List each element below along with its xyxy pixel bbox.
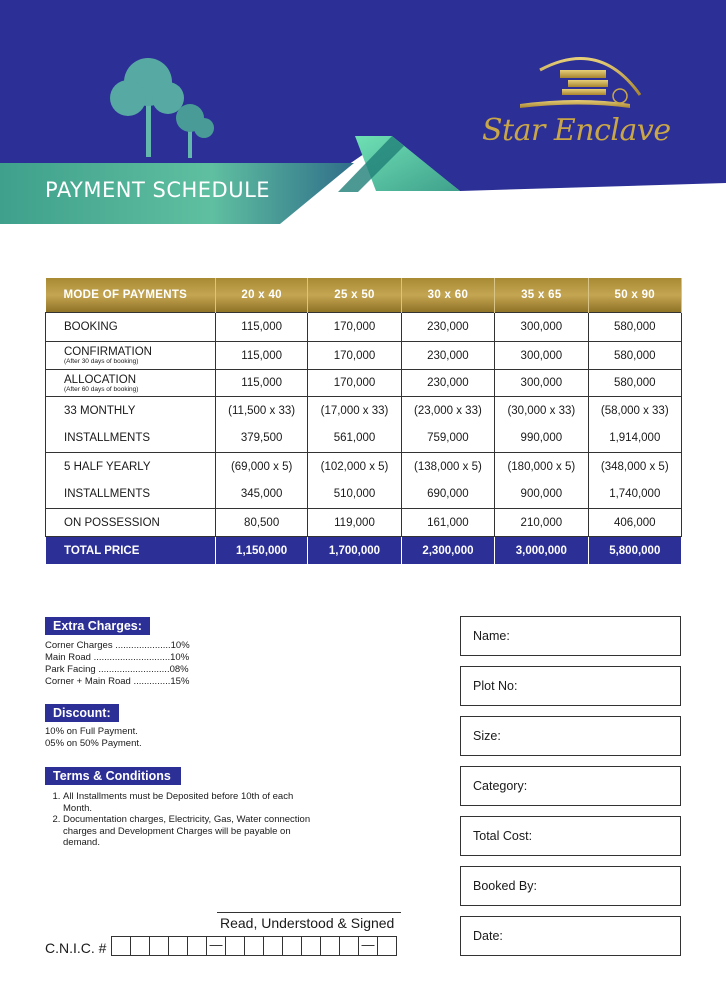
table-row-monthly bbox=[46, 397, 682, 425]
cnic-digit-box[interactable] bbox=[339, 936, 359, 956]
payment-schedule-table bbox=[45, 278, 682, 565]
table-cell: (180,000 x 5) bbox=[495, 453, 588, 481]
brand-logo-text: Star Enclave bbox=[482, 113, 671, 148]
total-cost-field[interactable]: Total Cost: bbox=[460, 816, 681, 856]
table-cell: 379,500 bbox=[216, 425, 308, 453]
row-label: INSTALLMENTS bbox=[46, 481, 216, 509]
extra-charges-heading: Extra Charges: bbox=[45, 617, 150, 635]
table-cell: 990,000 bbox=[495, 425, 588, 453]
row-label: ON POSSESSION bbox=[46, 509, 216, 537]
row-label bbox=[46, 342, 216, 370]
row-label-note: (After 30 days of booking) bbox=[64, 358, 139, 365]
list-item: 10% on Full Payment. bbox=[45, 726, 138, 737]
table-cell: 580,000 bbox=[588, 370, 681, 397]
table-row-booking bbox=[46, 313, 682, 342]
discount-list bbox=[45, 726, 142, 750]
header-banner bbox=[0, 0, 726, 225]
list-item: Corner + Main Road ..............15% bbox=[45, 676, 190, 687]
signature-line bbox=[217, 912, 401, 913]
table-cell: 300,000 bbox=[495, 342, 588, 370]
table-cell: (102,000 x 5) bbox=[308, 453, 401, 481]
column-header-size: 35 x 65 bbox=[495, 278, 588, 313]
column-header-size: 50 x 90 bbox=[588, 278, 681, 313]
table-cell: 170,000 bbox=[308, 342, 401, 370]
table-cell: 759,000 bbox=[401, 425, 494, 453]
discount-heading: Discount: bbox=[45, 704, 119, 722]
cnic-digit-box[interactable] bbox=[282, 936, 302, 956]
table-cell: 406,000 bbox=[588, 509, 681, 537]
table-header-row bbox=[46, 278, 682, 313]
table-cell: 690,000 bbox=[401, 481, 494, 509]
table-cell: (69,000 x 5) bbox=[216, 453, 308, 481]
table-cell: (348,000 x 5) bbox=[588, 453, 681, 481]
table-cell: 900,000 bbox=[495, 481, 588, 509]
table-cell: 80,500 bbox=[216, 509, 308, 537]
cnic-dash: — bbox=[358, 936, 378, 956]
table-cell: (138,000 x 5) bbox=[401, 453, 494, 481]
row-label bbox=[46, 370, 216, 397]
list-item: Main Road .............................10% bbox=[45, 652, 190, 663]
table-cell: 561,000 bbox=[308, 425, 401, 453]
row-label-note: (After 60 days of booking) bbox=[64, 385, 139, 393]
table-row-possession bbox=[46, 509, 682, 537]
table-cell: 115,000 bbox=[216, 370, 308, 397]
table-cell: 1,150,000 bbox=[216, 537, 308, 565]
table-cell: 115,000 bbox=[216, 313, 308, 342]
name-field[interactable]: Name: bbox=[460, 616, 681, 656]
cnic-digit-box[interactable] bbox=[168, 936, 188, 956]
cnic-digit-box[interactable] bbox=[111, 936, 131, 956]
table-row-total bbox=[46, 537, 682, 565]
terms-heading: Terms & Conditions bbox=[45, 767, 181, 785]
plot-no-field[interactable]: Plot No: bbox=[460, 666, 681, 706]
table-cell: 119,000 bbox=[308, 509, 401, 537]
table-cell: 230,000 bbox=[401, 370, 494, 397]
table-row-confirmation bbox=[46, 342, 682, 370]
row-label: 5 HALF YEARLY bbox=[46, 453, 216, 481]
cnic-digit-box[interactable] bbox=[301, 936, 321, 956]
table-cell: 580,000 bbox=[588, 342, 681, 370]
booked-by-field[interactable]: Booked By: bbox=[460, 866, 681, 906]
terms-list bbox=[45, 791, 313, 849]
table-cell: (30,000 x 33) bbox=[495, 397, 588, 425]
category-field[interactable]: Category: bbox=[460, 766, 681, 806]
list-item: 2. Documentation charges, Electricity, Gas, Water connection charges and Development Charges will be payable on demand. bbox=[63, 814, 313, 849]
row-label: 33 MONTHLY bbox=[46, 397, 216, 425]
row-label-text: CONFIRMATION bbox=[64, 346, 152, 358]
table-cell: (17,000 x 33) bbox=[308, 397, 401, 425]
cnic-digit-box[interactable] bbox=[244, 936, 264, 956]
list-item: 05% on 50% Payment. bbox=[45, 738, 142, 749]
cnic-dash: — bbox=[206, 936, 226, 956]
cnic-digit-box[interactable] bbox=[187, 936, 207, 956]
list-item: Park Facing ...........................08% bbox=[45, 664, 189, 675]
table-cell: 115,000 bbox=[216, 342, 308, 370]
list-item: 1. All Installments must be Deposited before 10th of each Month. bbox=[63, 791, 313, 814]
row-label-text: ALLOCATION bbox=[64, 373, 136, 386]
table-cell: 300,000 bbox=[495, 370, 588, 397]
cnic-digit-box[interactable] bbox=[130, 936, 150, 956]
table-cell: 3,000,000 bbox=[495, 537, 588, 565]
cnic-label: C.N.I.C. # bbox=[45, 940, 107, 956]
table-cell: 170,000 bbox=[308, 370, 401, 397]
table-cell: 580,000 bbox=[588, 313, 681, 342]
cnic-digit-box[interactable] bbox=[263, 936, 283, 956]
cnic-digit-box[interactable] bbox=[225, 936, 245, 956]
table-cell: (23,000 x 33) bbox=[401, 397, 494, 425]
signature-label: Read, Understood & Signed bbox=[220, 915, 395, 931]
date-field[interactable]: Date: bbox=[460, 916, 681, 956]
table-cell: 2,300,000 bbox=[401, 537, 494, 565]
cnic-digit-box[interactable] bbox=[320, 936, 340, 956]
cnic-digit-box[interactable] bbox=[377, 936, 397, 956]
cnic-input-boxes[interactable] bbox=[112, 936, 397, 956]
cnic-digit-box[interactable] bbox=[149, 936, 169, 956]
column-header-size: 30 x 60 bbox=[401, 278, 494, 313]
table-row-allocation bbox=[46, 370, 682, 397]
row-label: INSTALLMENTS bbox=[46, 425, 216, 453]
row-label: BOOKING bbox=[46, 313, 216, 342]
size-field[interactable]: Size: bbox=[460, 716, 681, 756]
table-cell: 300,000 bbox=[495, 313, 588, 342]
page-title: PAYMENT SCHEDULE bbox=[45, 178, 271, 202]
table-cell: 1,700,000 bbox=[308, 537, 401, 565]
table-cell: 230,000 bbox=[401, 342, 494, 370]
table-cell: (58,000 x 33) bbox=[588, 397, 681, 425]
table-row-monthly-total bbox=[46, 425, 682, 453]
table-row-half-yearly bbox=[46, 453, 682, 481]
table-cell: 161,000 bbox=[401, 509, 494, 537]
table-cell: 230,000 bbox=[401, 313, 494, 342]
column-header-mode: MODE OF PAYMENTS bbox=[46, 278, 216, 313]
table-cell: 210,000 bbox=[495, 509, 588, 537]
table-cell: 510,000 bbox=[308, 481, 401, 509]
table-cell: 5,800,000 bbox=[588, 537, 681, 565]
table-cell: 1,740,000 bbox=[588, 481, 681, 509]
column-header-size: 20 x 40 bbox=[216, 278, 308, 313]
table-cell: 345,000 bbox=[216, 481, 308, 509]
extra-charges-list bbox=[45, 640, 190, 688]
row-label: TOTAL PRICE bbox=[46, 537, 216, 565]
table-cell: 170,000 bbox=[308, 313, 401, 342]
list-item: Corner Charges .....................10% bbox=[45, 640, 190, 651]
table-cell: 1,914,000 bbox=[588, 425, 681, 453]
column-header-size: 25 x 50 bbox=[308, 278, 401, 313]
table-row-half-yearly-total bbox=[46, 481, 682, 509]
table-cell: (11,500 x 33) bbox=[216, 397, 308, 425]
